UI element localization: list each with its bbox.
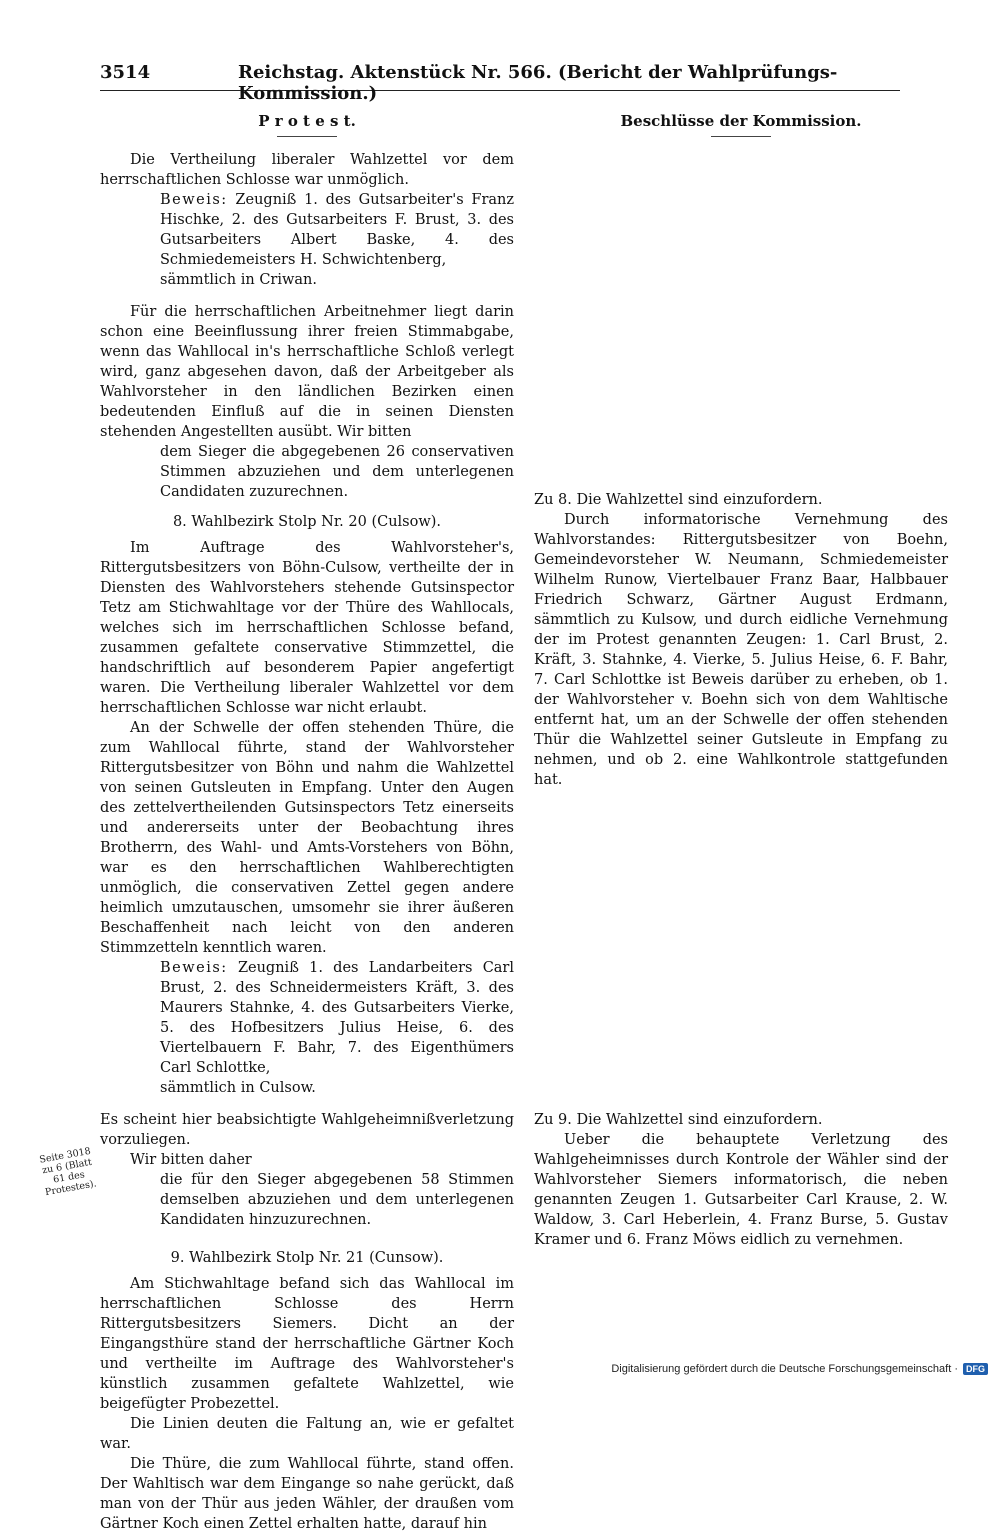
left-column-heading <box>100 112 514 137</box>
paragraph: Die Vertheilung liberaler Wahlzettel vor dem herrschaftlichen Schlosse war unmöglich. <box>100 152 514 188</box>
paragraph: An der Schwelle der offen stehenden Thüre, die zum Wahllocal führte, stand der Wahlvorsteher Rittergutsbesitzer von Böhn und nahm die Wahlzettel von seinen Gutsleuten in Empfang. Unter den Augen des zettelvertheilenden Gutsinspectors Tetz einerseits und andererseits unter der Beobachtung ihres Brotherrn, des Wahl- und Amts-Vorstehers von Böhn, war es den herrschaftlichen Wahlberechtigten unmöglich, die conservativen Zettel gegen andere heimlich umzutauschen, umsomehr sie ihrer äußeren Beschaffenheit nach leicht von den anderen Stimmzetteln kenntlich waren. <box>100 720 514 956</box>
resolution-8 <box>534 490 948 790</box>
request-block: die für den Sieger abgegebenen 58 Stimmen demselben abzuziehen und dem unterlegenen Kandidaten hinzuzurechnen. <box>160 1172 514 1228</box>
heading-rule <box>711 136 771 137</box>
left-column <box>100 150 514 1534</box>
paragraph: Wir bitten daher <box>130 1152 252 1168</box>
evidence-label: Beweis: <box>160 960 228 976</box>
evidence-text: Zeugniß 1. des Landarbeiters Carl Brust, 2. des Schneidermeisters Kräft, 3. des Maurers Stahnke, 4. des Gutsarbeiters Vierke, 5. des Hofbesitzers Julius Heise, 6. des Viertelbauern F. Bahr, 7. des Eigenthümers Carl Schlottke, <box>160 960 514 1076</box>
paragraph: Am Stichwahltage befand sich das Wahllocal im herrschaftlichen Schlosse des Herrn Rittergutsbesitzers Siemers. Dicht an der Eingangsthüre stand der herrschaftliche Gärtner Koch und vertheilte im Auftrage des Wahlvorsteher's künstlich zusammen gefaltete Wahlzettel, wie beigefügter Probezettel. <box>100 1276 514 1412</box>
protest-heading: P r o t e s t. <box>258 112 356 130</box>
resolution-9 <box>534 1110 948 1250</box>
section-8-heading: 8. Wahlbezirk Stolp Nr. 20 (Culsow). <box>172 514 442 530</box>
right-column-heading <box>534 112 948 137</box>
paragraph: Im Auftrage des Wahlvorsteher's, Rittergutsbesitzers von Böhn-Culsow, vertheilte der in Diensten des Wahlvorstehers stehende Gutsinspector Tetz am Stichwahltage vor der Thüre des Wahllocals, welches sich im herrschaftlichen Schlosse befand, zusammen gefaltete conservative Stimmzettel, die handschriftlich auf besonderem Papier angefertigt waren. Die Vertheilung liberaler Wahlzettel vor dem herrschaftlichen Schlosse war nicht erlaubt. <box>100 540 514 716</box>
footer-credit <box>611 1363 988 1375</box>
resolution-heading: Zu 8. Die Wahlzettel sind einzufordern. <box>534 492 823 508</box>
heading-rule <box>277 136 337 137</box>
margin-note-stamp: Seite 3018 zu 6 (Blatt 61 des Protestes). <box>38 1145 98 1199</box>
footer-text: Digitalisierung gefördert durch die Deutsche Forschungsgemeinschaft · <box>611 1363 958 1375</box>
request-block: dem Sieger die abgegebenen 26 conservativen Stimmen abzuziehen und dem unterlegenen Candidaten zuzurechnen. <box>160 444 514 500</box>
evidence-text: Zeugniß 1. des Gutsarbeiter's Franz Hischke, 2. des Gutsarbeiters F. Brust, 3. des Gutsarbeiters Albert Baske, 4. des Schmiedemeisters H. Schwichtenberg, <box>160 192 514 268</box>
page-number: 3514 <box>100 62 151 83</box>
paragraph: Für die herrschaftlichen Arbeitnehmer liegt darin schon eine Beeinflussung ihrer freien Stimmabgabe, wenn das Wahllocal in's herrschaftliche Schloß verlegt wird, ganz abgesehen davon, daß der Arbeitgeber als Wahlvorsteher in den ländlichen Bezirken einen bedeutenden Einfluß auf die in seinen Diensten stehenden Angestellten ausübt. Wir bitten <box>100 304 514 440</box>
evidence-block <box>160 190 514 270</box>
section-9-heading: 9. Wahlbezirk Stolp Nr. 21 (Cunsow). <box>170 1250 444 1266</box>
commission-heading: Beschlüsse der Kommission. <box>620 112 862 130</box>
paragraph: Die Linien deuten die Faltung an, wie er gefaltet war. <box>100 1416 514 1452</box>
paragraph: Es scheint hier beabsichtigte Wahlgeheimnißverletzung vorzuliegen. <box>100 1112 514 1148</box>
paragraph: Die Thüre, die zum Wahllocal führte, stand offen. Der Wahltisch war dem Eingange so nahe gerückt, daß man von der Thür aus jeden Wähler, der draußen vom Gärtner Koch einen Zettel erhalten hatte, darauf hin <box>100 1456 514 1532</box>
running-title: Reichstag. Aktenstück Nr. 566. (Bericht der Wahlprüfungs-Kommission.) <box>238 62 838 104</box>
evidence-block <box>160 958 514 1078</box>
page-header <box>100 60 900 104</box>
resolution-text: Durch informatorische Vernehmung des Wahlvorstandes: Rittergutsbesitzer von Boehn, Gemeindevorsteher W. Neumann, Schmiedemeister Wilhelm Runow, Viertelbauer Franz Baar, Halbbauer Friedrich Schwarz, Gärtner August Erdmann, sämmtlich zu Kulsow, und durch eidliche Vernehmung der im Protest genannten Zeugen: 1. Carl Brust, 2. Kräft, 3. Stahnke, 4. Vierke, 5. Julius Heise, 6. F. Bahr, 7. Carl Schlottke ist Beweis darüber zu erheben, ob 1. der Wahlvorsteher v. Boehn sich von dem Wahltische entfernt hat, um an der Schwelle der offen stehenden Thür die Wahlzettel seiner Gutsleute in Empfang zu nehmen, und ob 2. eine Wahlkontrole stattgefunden hat. <box>534 512 948 788</box>
evidence-end: sämmtlich in Culsow. <box>160 1080 316 1096</box>
dfg-logo-icon: DFG <box>963 1363 988 1375</box>
evidence-end: sämmtlich in Criwan. <box>160 272 318 288</box>
resolution-text: Ueber die behauptete Verletzung des Wahlgeheimnisses durch Kontrole der Wähler sind der Wahlvorsteher Siemers informatorisch, die neben genannten Zeugen 1. Gutsarbeiter Carl Krause, 2. W. Waldow, 3. Carl Heberlein, 4. Franz Burse, 5. Gustav Kramer und 6. Franz Möws eidlich zu vernehmen. <box>534 1132 948 1248</box>
evidence-label: Beweis: <box>160 192 228 208</box>
resolution-heading: Zu 9. Die Wahlzettel sind einzufordern. <box>534 1112 823 1128</box>
